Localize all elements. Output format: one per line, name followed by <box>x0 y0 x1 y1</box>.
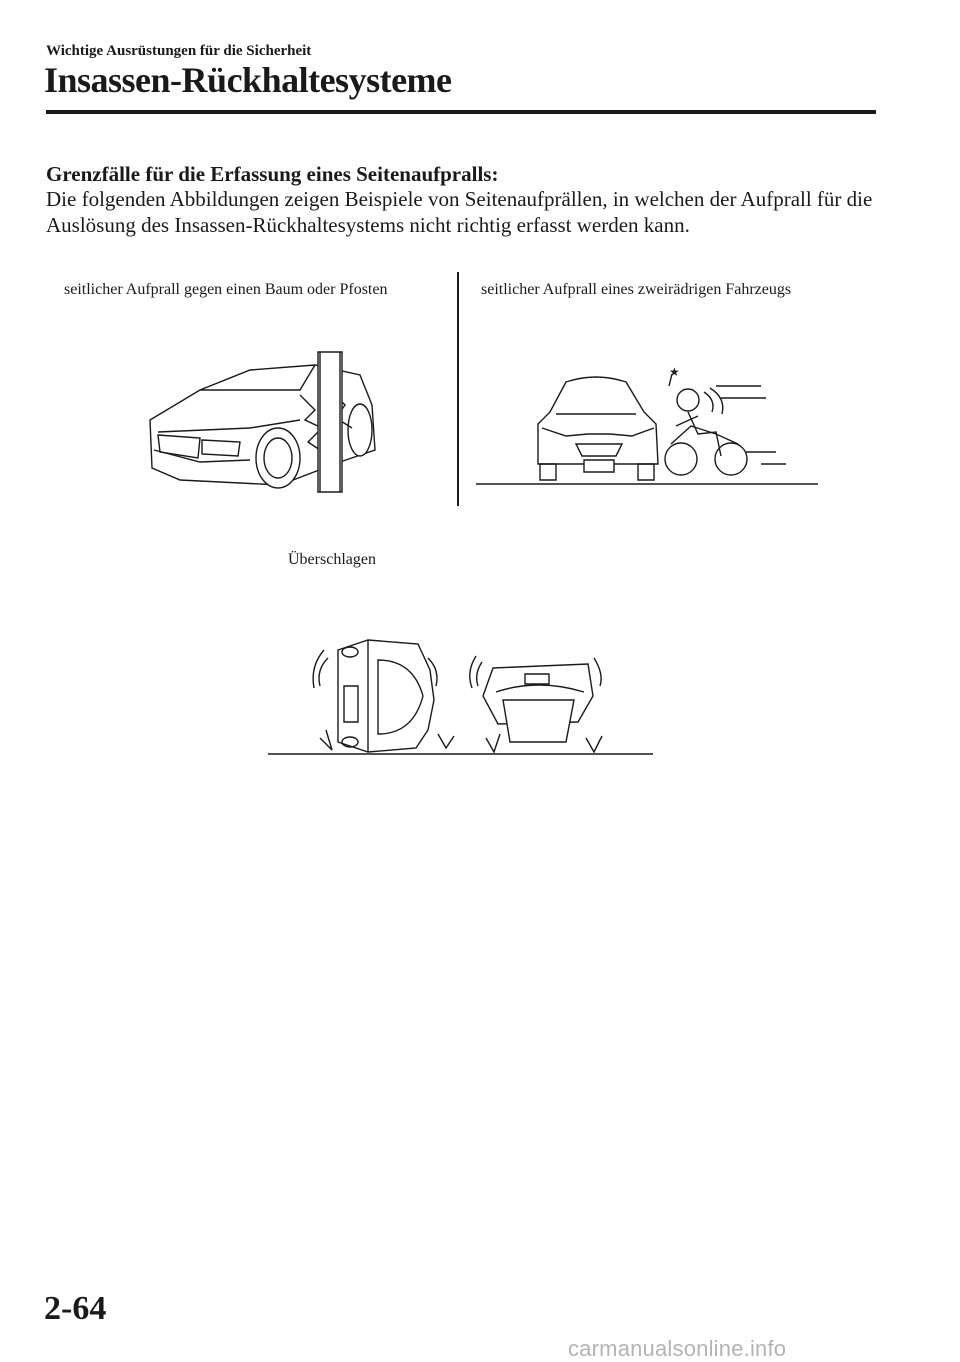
rollover-illustration <box>268 630 656 760</box>
watermark: carmanualsonline.info <box>568 1336 787 1361</box>
motorcycle-impact-illustration <box>476 364 821 489</box>
figure-caption-pole: seitlicher Aufprall gegen einen Baum oder Pfosten <box>64 281 388 298</box>
section-heading: Grenzfälle für die Erfassung eines Seitenaufpralls: <box>46 162 499 186</box>
svg-text:★: ★ <box>669 365 680 379</box>
section-body: Die folgenden Abbildungen zeigen Beispiele von Seitenaufprällen, in welchen der Aufprall für die Auslösung des Insassen-Rückhaltesystems nicht richtig erfasst werden kann. <box>46 187 873 237</box>
car-pole-impact-illustration <box>140 350 390 495</box>
title-rule <box>46 110 876 114</box>
page-title: Insassen-Rückhaltesysteme <box>44 60 452 100</box>
figure-caption-motorcycle: seitlicher Aufprall eines zweirädrigen Fahrzeugs <box>481 281 792 298</box>
figure-caption-rollover: Überschlagen <box>288 551 376 568</box>
figure-divider <box>457 272 459 506</box>
chapter-header: Wichtige Ausrüstungen für die Sicherheit <box>46 43 312 59</box>
page-number: 2-64 <box>44 1290 107 1327</box>
